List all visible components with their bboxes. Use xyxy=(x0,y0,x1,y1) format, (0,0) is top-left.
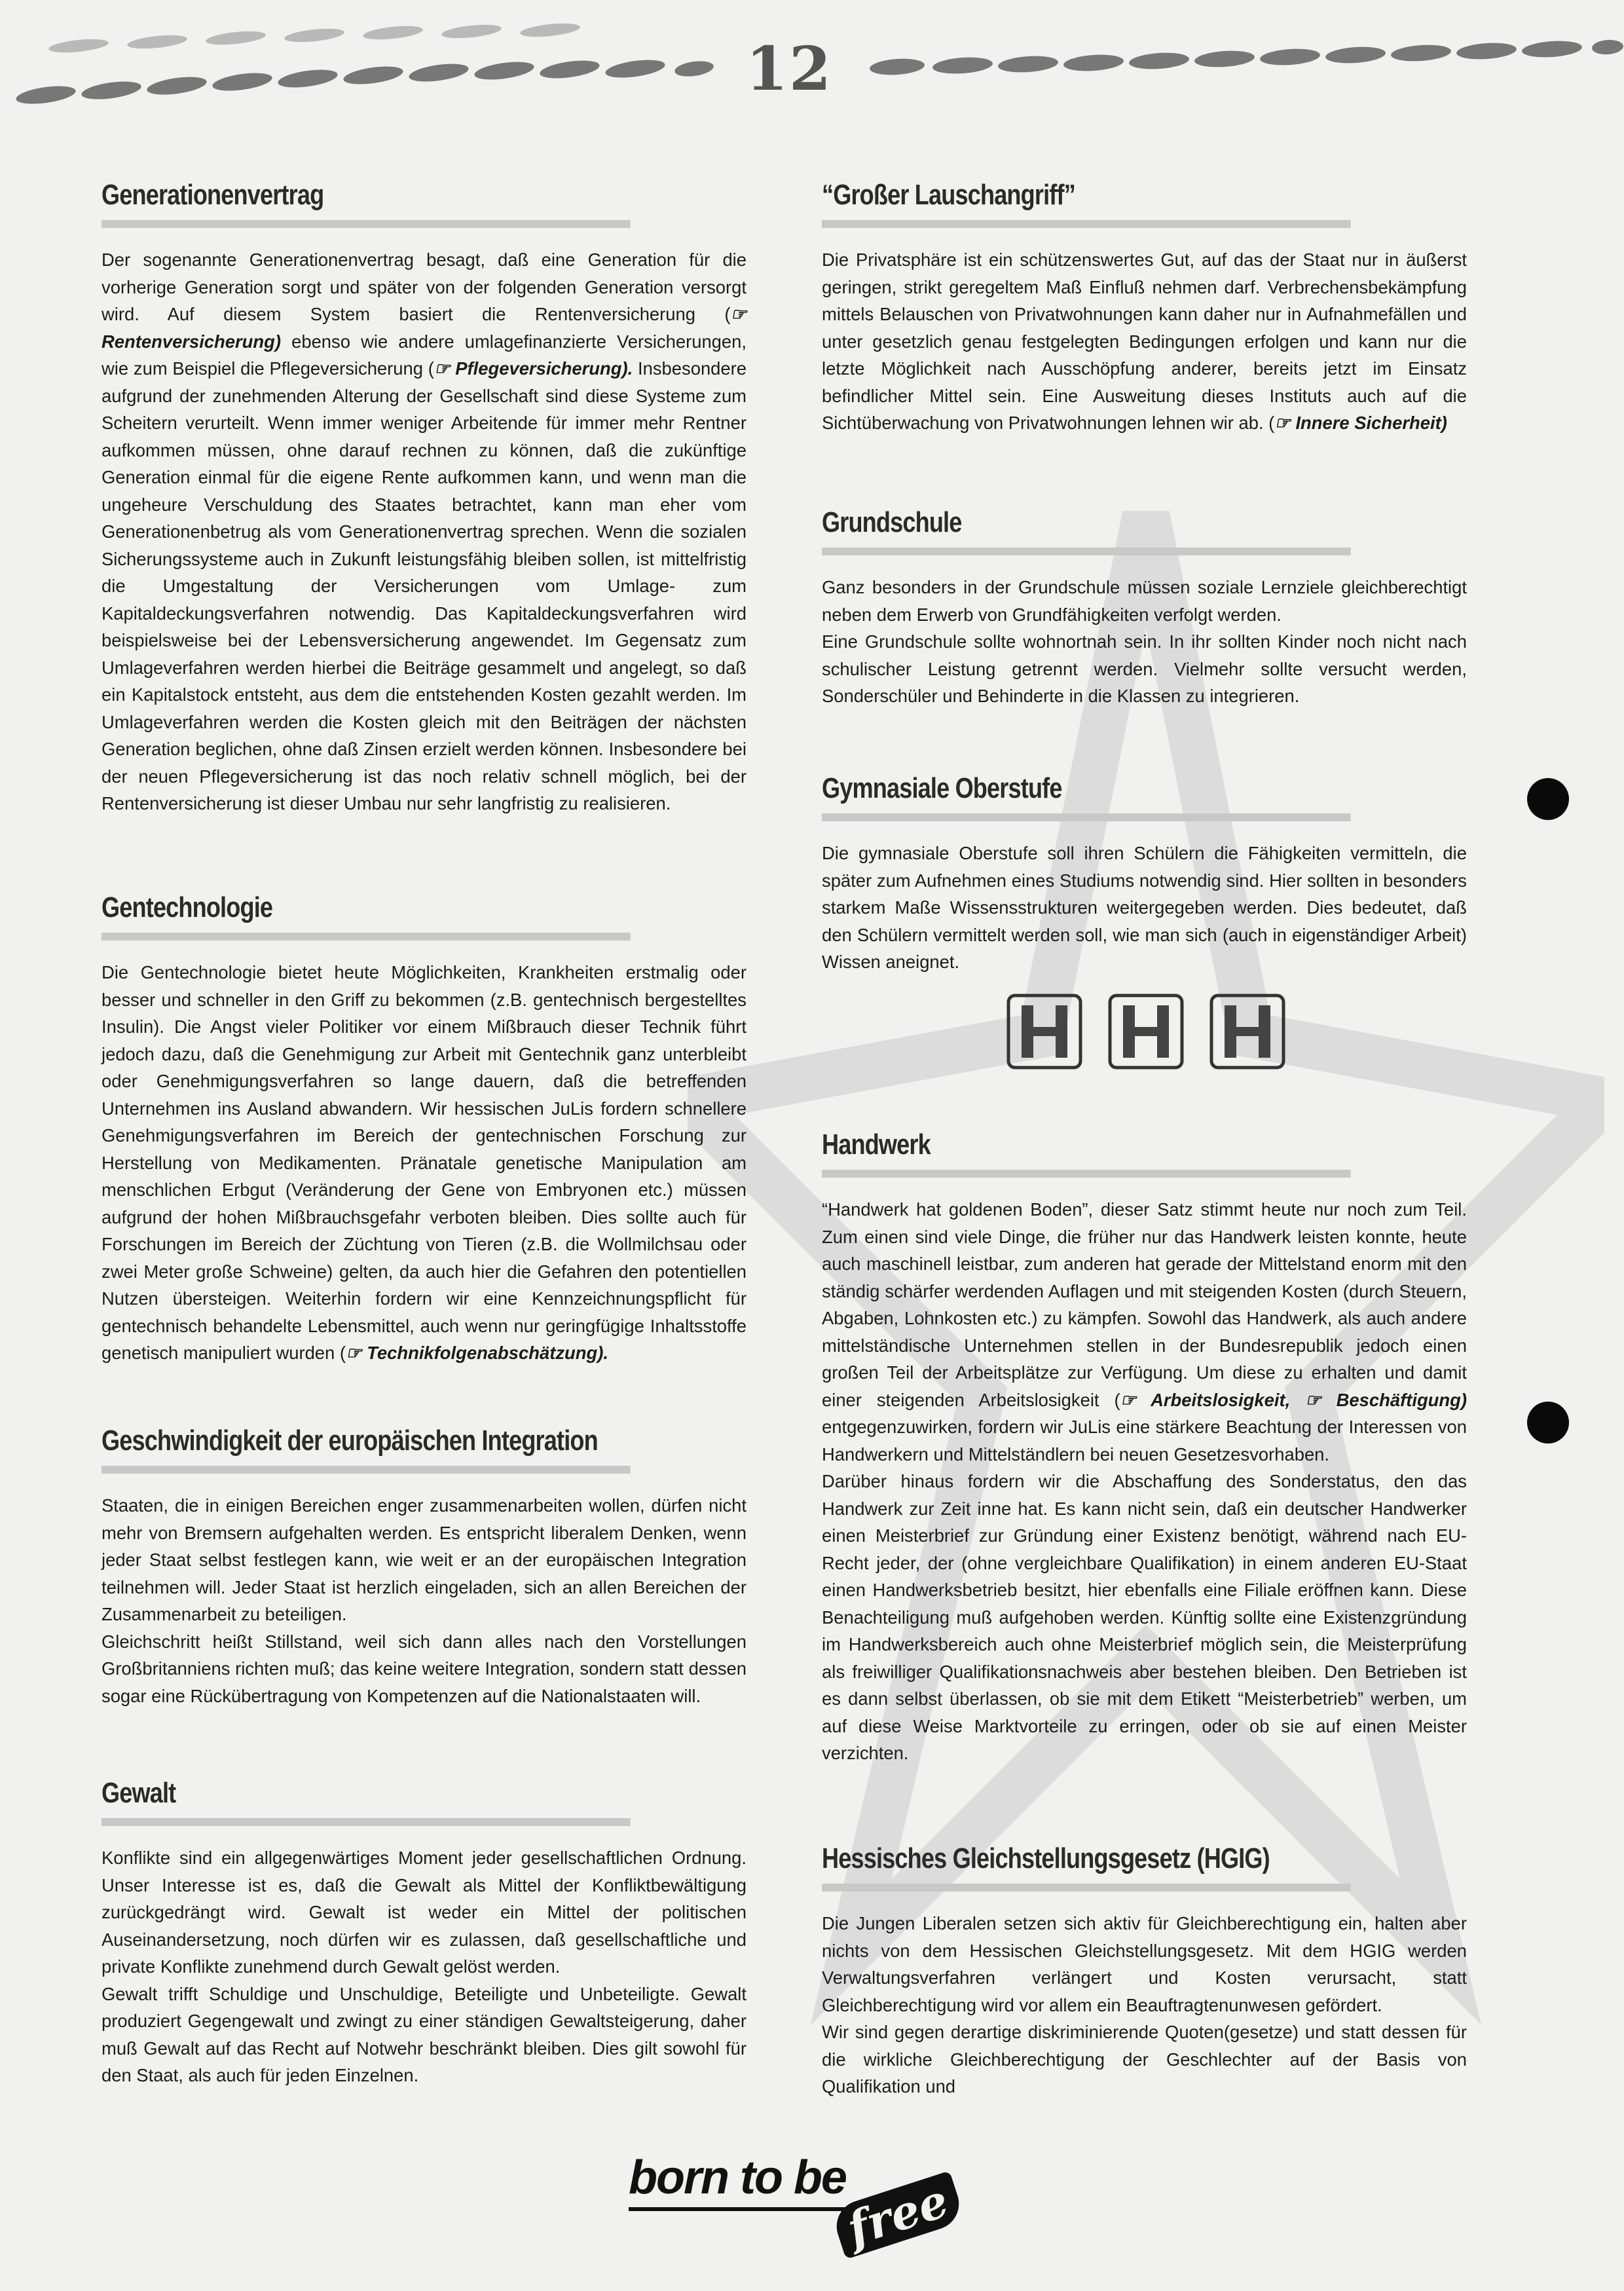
text-run: Gleichschritt heißt Stillstand, weil sich dann alles nach den Vorstellungen Großbritanniens richten muß; das keine weitere Integration, sondern statt dessen sogar eine Rückübertragung von Kompetenzen auf die Nationalstaaten will. xyxy=(101,1631,747,1706)
page-header xyxy=(0,20,1624,124)
slogan-accent: free xyxy=(830,2170,965,2259)
slogan-main: born to be xyxy=(629,2148,846,2211)
section-body xyxy=(101,1844,747,2089)
paragraph xyxy=(822,840,1467,976)
paragraph xyxy=(101,1628,747,1710)
cross-reference: ☞ Technikfolgenabschätzung). xyxy=(346,1343,608,1363)
text-run: Eine Grundschule sollte wohnortnah sein. In ihr sollten Kinder noch nicht nach schulischer Leistung getrennt werden. Vielmehr sollte versucht werden, Sonderschüler und Behinderte in die Klassen zu integrieren. xyxy=(822,631,1467,706)
section-title: Hessisches Gleichstellungsgesetz (HGIG) xyxy=(822,1840,1351,1891)
decorative-letter-ornament-icon xyxy=(1002,989,1290,1074)
section-europaeische-integration xyxy=(101,1423,747,1709)
section-gymnasiale-oberstufe xyxy=(822,770,1467,976)
cross-reference: ☞ Pflegeversicherung). xyxy=(434,358,633,379)
paragraph xyxy=(101,1492,747,1628)
paragraph xyxy=(822,1196,1467,1468)
section-body xyxy=(101,246,747,817)
cross-reference: ☞ Arbeitslosigkeit, ☞ Beschäftigung) xyxy=(1120,1389,1467,1410)
paragraph xyxy=(101,246,747,817)
cross-reference: ☞ Innere Sicherheit) xyxy=(1274,413,1447,433)
text-run: ebenso wie andere umlagefinanzierte Versicherungen, wie zum Beispiel die Pflegeversicherung ( xyxy=(101,331,747,379)
paragraph xyxy=(101,1981,747,2089)
section-handwerk xyxy=(822,1127,1467,1767)
section-title: Gewalt xyxy=(101,1775,631,1826)
paragraph xyxy=(822,628,1467,710)
text-run: entgegenzuwirken, fordern wir JuLis eine stärkere Beachtung der Interessen von Handwerkern und Mittelständlern bei neuen Gesetzesvorhaben. xyxy=(822,1417,1467,1464)
section-gentechnologie xyxy=(101,889,747,1367)
text-run: Der sogenannte Generationenvertrag besagt, daß eine Generation für die vorherige Generation sorgt und später von der folgenden Generation versorgt wird. Auf diesem System basiert die Rentenversicherung ( xyxy=(101,250,747,324)
paragraph xyxy=(822,1468,1467,1767)
text-run: Darüber hinaus fordern wir die Abschaffung des Sonderstatus, den das Handwerk zur Zeit inne hat. Es kann nicht sein, daß ein deutscher Handwerker einen Meisterbrief zur Gründung einer Existenz benötigt, während nach EU-Recht jeder, der (ohne vergleichbare Qualifikation) in einem anderen EU-Staat einen Handwerksbetrieb besitzt, hier ebenfalls eine Filiale eröffnen kann. Diese Benachteiligung muß aufgehoben werden. Künftig sollte eine Existenzgründung im Handwerksbereich auch ohne Meisterbrief möglich sein, die Meisterprüfung als freiwilliger Qualifikationsnachweis aber bestehen bleiben. Den Betrieben ist es dann selbst überlassen, ob sie mit dem Etikett “Meisterbetrieb” werben, um auf diese Weise Marktvorteile zu erringen, oder ob sie auf einen Meister verzichten. xyxy=(822,1471,1467,1763)
section-title: Gymnasiale Oberstufe xyxy=(822,770,1351,821)
section-body xyxy=(101,1492,747,1709)
section-grundschule xyxy=(822,504,1467,710)
text-run: “Handwerk hat goldenen Boden”, dieser Satz stimmt heute nur noch zum Teil. Zum einen sind viele Dinge, die früher nur das Handwerk leisten konnte, heute auch maschinell leistbar, zum anderen hat gerade der Mittelstand enorm mit den ständig schärfer werdenden Auflagen und mit steigenden Kosten (durch Steuern, Abgaben, Lohnkosten etc.) zu kämpfen. Sowohl das Handwerk, als auch andere mittelständische Unternehmen stellen in der Bundesrepublik jedoch einen großen Teil der Arbeitsplätze zur Verfügung. Um diese zu erhalten und damit einer steigenden Arbeitslosigkeit ( xyxy=(822,1199,1467,1410)
section-title: Generationenvertrag xyxy=(101,177,631,228)
section-body xyxy=(822,574,1467,710)
text-run: Insbesondere aufgrund der zunehmenden Alterung der Gesellschaft sind diese Systeme zum Scheitern verurteilt. Wenn immer weniger Arbeitende für immer mehr Rentner aufkommen müssen, ohne darauf rechnen zu können, daß die zukünftige Generation einmal für die eigene Rente aufkommen kann, und wenn man die ungeheure Verschuldung des Staates betrachtet, kann man eher vom Generationenbetrug als vom Generationenvertrag sprechen. Wenn die sozialen Sicherungssysteme auch in Zukunft leistungsfähig bleiben sollen, ist mittelfristig die Umgestaltung der Versicherungen vom Umlage- zum Kapitaldeckungsverfahren notwendig. Das Kapitaldeckungsverfahren wird beispielsweise bei der Lebensversicherung angewendet. Im Gegensatz zum Umlageverfahren werden hierbei die Beiträge gesammelt und angelegt, so daß ein Kapitalstock entsteht, aus dem die entstehenden Kosten gezahlt werden. Im Umlageverfahren werden die Kosten gleich mit den Beiträgen der nächsten Generation beglichen, ohne daß Zinsen erzielt werden können. Insbesondere bei der neuen Pflegeversicherung ist das noch relativ schnell möglich, bei der Rentenversicherung ist dieser Umbau nur sehr langfristig zu realisieren. xyxy=(101,358,747,813)
paragraph xyxy=(822,246,1467,437)
footer-logo xyxy=(622,2148,989,2260)
paragraph xyxy=(822,2019,1467,2100)
text-run: Ganz besonders in der Grundschule müssen soziale Lernziele gleichberechtigt neben dem Erwerb von Grundfähigkeiten verfolgt werden. xyxy=(822,577,1467,625)
section-title: “Großer Lauschangriff” xyxy=(822,177,1351,228)
section-generationenvertrag xyxy=(101,177,747,817)
section-body xyxy=(101,959,747,1367)
section-body xyxy=(822,246,1467,437)
section-lauschangriff xyxy=(822,177,1467,437)
rope-ornament-right-icon xyxy=(864,20,1624,124)
section-body xyxy=(822,1910,1467,2100)
section-body xyxy=(822,1196,1467,1767)
text-run: Staaten, die in einigen Bereichen enger zusammenarbeiten wollen, dürfen nicht mehr von Bremsern aufgehalten werden. Es entspricht liberalem Denken, wenn jeder Staat selbst festlegen kann, wie weit er an der europäischen Integration teilnehmen will. Jeder Staat ist herzlich eingeladen, sich an allen Bereichen der Zusammenarbeit zu beteiligen. xyxy=(101,1495,747,1624)
cross-reference: ☞ Rentenversicherung) xyxy=(101,304,747,352)
page-number: 12 xyxy=(745,33,833,104)
section-title: Handwerk xyxy=(822,1127,1351,1178)
paragraph xyxy=(101,959,747,1367)
text-run: Konflikte sind ein allgegenwärtiges Moment jeder gesellschaftlichen Ordnung. Unser Interesse ist es, daß die Gewalt als Mittel der Konfliktbewältigung zurückgedrängt wird. Gewalt ist weder ein Mittel der politischen Auseinandersetzung, noch dürfen wir es zulassen, daß gesellschaftliche und private Konflikte zunehmend durch Gewalt gelöst werden. xyxy=(101,1848,747,1977)
section-title: Grundschule xyxy=(822,504,1351,555)
paragraph xyxy=(822,1910,1467,2019)
paragraph xyxy=(101,1844,747,1981)
punch-hole xyxy=(1527,778,1569,820)
section-title: Geschwindigkeit der europäischen Integration xyxy=(101,1423,631,1474)
text-run: Gewalt trifft Schuldige und Unschuldige, Beteiligte und Unbeteiligte. Gewalt produziert Gegengewalt und zwingt zu einer ständigen Gewaltsteigerung, daher muß Gewalt auf das Recht auf Notwehr beschränkt bleiben. Dies gilt sowohl für den Staat, als auch für jeden Einzelnen. xyxy=(101,1983,747,2085)
text-run: Die Jungen Liberalen setzen sich aktiv für Gleichberechtigung ein, halten aber nichts von dem Hessischen Gleichstellungsgesetz. Mit dem HGIG werden Verwaltungsverfahren verlängert und Kosten verursacht, statt Gleichberechtigung wird vor allem ein Beauftragtenunwesen gefördert. xyxy=(822,1913,1467,2015)
section-body xyxy=(822,840,1467,976)
text-run: Die Gentechnologie bietet heute Möglichkeiten, Krankheiten erstmalig oder besser und schneller in den Griff zu bekommen (z.B. gentechnisch bergestelltes Insulin). Die Angst vieler Politiker vor einem Mißbrauch dieser Technik führt jedoch dazu, daß die Genehmigung zur Arbeit mit Gentechnik ganz unterbleibt oder Genehmigungsverfahren so lange dauern, daß die betreffenden Unternehmen ins Ausland abwandern. Wir hessischen JuLis fordern schnellere Genehmigungsverfahren im Bereich der gentechnischen Forschung zur Herstellung von Medikamenten. Pränatale genetische Manipulation am menschlichen Erbgut (Veränderung der Gene von Embryonen etc.) müssen aufgrund der hohen Mißbrauchsgefahr verboten bleiben. Dies sollte auch für Forschungen im Bereich der Züchtung von Tieren (z.B. die Wollmilchsau oder zwei Meter große Schweine) gelten, da auch hier die Gefahren den potentiellen Nutzen übersteigen. Weiterhin fordern wir eine Kennzeichnungspflicht für gentechnisch behandelte Lebensmittel, auch wenn nur geringfügige Inhaltsstoffe genetisch manipuliert wurden ( xyxy=(101,962,747,1363)
paragraph xyxy=(822,574,1467,628)
text-run: Die Privatsphäre ist ein schützenswertes Gut, auf das der Staat nur in äußerst geringen, strikt geregeltem Maß Einfluß nehmen darf. Verbrechensbekämpfung mittels Belauschen von Privatwohnungen kann daher nur in Aufnahmefällen und unter gesetzlich genau festgelegten Bedingungen erfolgen und kann nur die letzte Möglichkeit nach Ausschöpfung anderer, bereits jetzt im Einsatz befindlicher Mittel sein. Eine Ausweitung dieses Instituts auch auf die Sichtüberwachung von Privatwohnungen lehnen wir ab. ( xyxy=(822,250,1467,433)
section-gewalt xyxy=(101,1775,747,2089)
rope-ornament-left-icon xyxy=(0,20,714,124)
text-run: Die gymnasiale Oberstufe soll ihren Schülern die Fähigkeiten vermitteln, die später zum Aufnehmen eines Studiums notwendig sind. Hier sollten in besonders starkem Maße Wissensstrukturen weitergegeben werden. Dies bedeutet, daß den Schülern vermittelt werden soll, wie man sich (auch in eigenständiger Arbeit) Wissen aneignet. xyxy=(822,843,1467,972)
punch-hole xyxy=(1527,1402,1569,1444)
section-title: Gentechnologie xyxy=(101,889,631,941)
text-run: Wir sind gegen derartige diskriminierende Quoten(gesetze) und statt dessen für die wirkliche Gleichberechtigung der Geschlechter auf der Basis von Qualifikation und xyxy=(822,2022,1467,2096)
section-hgig xyxy=(822,1840,1467,2100)
